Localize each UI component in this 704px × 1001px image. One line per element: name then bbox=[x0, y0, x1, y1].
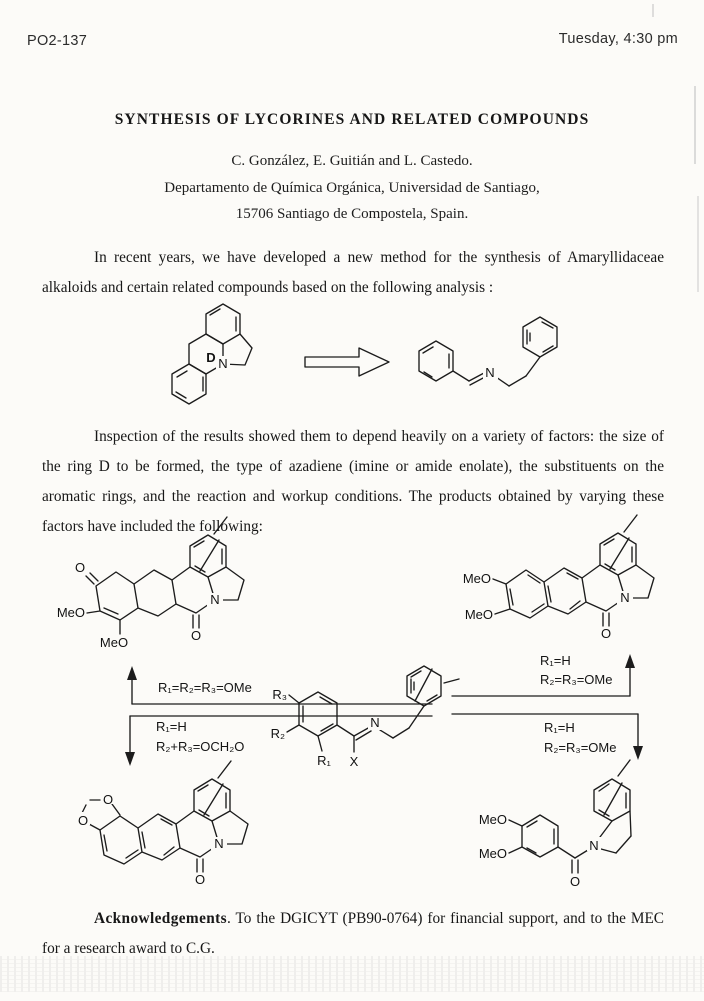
arrow-down-right-label-2: R₂=R₃=OMe bbox=[544, 740, 617, 755]
substituent-label-r3: R₃ bbox=[272, 687, 287, 702]
structure-product-bottom-left bbox=[54, 758, 294, 908]
atom-label-n: N bbox=[485, 365, 495, 380]
atom-label-amide-o: O bbox=[194, 872, 206, 887]
structure-lycorine-target bbox=[122, 298, 297, 416]
atom-label-n: N bbox=[370, 715, 380, 730]
arrow-down-right-label-1: R₁=H bbox=[544, 720, 575, 735]
atom-label-n: N bbox=[218, 356, 228, 371]
atom-label-n: N bbox=[589, 838, 599, 853]
atom-label-n: N bbox=[620, 590, 630, 605]
atom-label-n: N bbox=[210, 592, 220, 607]
scan-streak bbox=[694, 86, 696, 164]
atom-label-meo-top: MeO bbox=[478, 812, 507, 827]
atom-label-meo-top: MeO bbox=[462, 571, 491, 586]
arrow-up-right-label-1: R₁=H bbox=[540, 653, 571, 668]
atom-label-meo-left: MeO bbox=[56, 605, 85, 620]
bond-lines bbox=[81, 761, 248, 872]
bond-lines bbox=[509, 760, 631, 873]
scan-streak bbox=[697, 196, 699, 292]
retrosynthesis-arrow-icon bbox=[303, 345, 393, 379]
atom-label-amide-o: O bbox=[600, 626, 612, 641]
ring-d-label: D bbox=[206, 350, 216, 365]
paper-title: SYNTHESIS OF LYCORINES AND RELATED COMPOUNDS bbox=[114, 111, 590, 128]
atom-label-ketone-o: O bbox=[569, 874, 581, 889]
substituent-label-x: X bbox=[349, 754, 359, 769]
substituent-label-r1: R₁ bbox=[317, 753, 331, 768]
substituent-label-r2: R₂ bbox=[270, 726, 285, 741]
session-time: Tuesday, 4:30 pm bbox=[558, 31, 678, 47]
atom-label-n: N bbox=[214, 836, 224, 851]
atom-label-meo-bottom: MeO bbox=[99, 635, 129, 650]
scan-streak bbox=[652, 4, 654, 17]
arrow-up-right-label-2: R₂=R₃=OMe bbox=[540, 672, 613, 687]
atom-label-meo-bottom: MeO bbox=[464, 607, 493, 622]
intro-paragraph: In recent years, we have developed a new method for the synthesis of Amaryllidaceae alkaloids and certain related compounds based on the following analysis : bbox=[42, 249, 664, 296]
arrow-down-left-label-1: R₁=H bbox=[156, 719, 187, 734]
poster-code: PO2-137 bbox=[27, 33, 88, 49]
scan-noise-band bbox=[0, 956, 704, 992]
acknowledgements-paragraph bbox=[42, 904, 664, 964]
arrow-down-left-label-2: R₂+R₃=OCH₂O bbox=[156, 739, 245, 754]
affiliation-line: Departamento de Química Orgánica, Universidad de Santiago, bbox=[164, 180, 540, 196]
structure-imine-aryne-precursor bbox=[406, 299, 611, 417]
authors-line: C. González, E. Guitián and L. Castedo. bbox=[231, 153, 473, 169]
atom-label-ketone-o: O bbox=[74, 560, 86, 575]
acknowledgements-text: . To the DGICYT (PB90-0764) for financial support, and to the MEC for a research award to C.G. bbox=[42, 910, 664, 957]
affiliation-city-line: 15706 Santiago de Compostela, Spain. bbox=[235, 206, 469, 222]
atom-label-amide-o: O bbox=[190, 628, 202, 643]
factors-paragraph: Inspection of the results showed them to depend heavily on a variety of factors: the size of the ring D to be formed, the type of azadiene (imine or amide enolate), the substituents on the aromatic rings, and the reaction and workup conditions. The products obtained by varying these factors have included the following: bbox=[42, 428, 664, 535]
arrow-up-left-label: R₁=R₂=R₃=OMe bbox=[158, 680, 252, 695]
structure-product-bottom-right bbox=[480, 756, 704, 906]
structure-product-top-left bbox=[50, 514, 290, 664]
structure-product-top-right bbox=[460, 512, 700, 662]
acknowledgements-lead: Acknowledgements bbox=[94, 910, 228, 927]
atom-label-dioxole-o-top: O bbox=[102, 792, 114, 807]
atom-label-dioxole-o-left: O bbox=[77, 813, 89, 828]
bond-lines bbox=[86, 517, 244, 634]
bond-lines bbox=[493, 515, 654, 626]
atom-label-meo-bottom: MeO bbox=[478, 846, 507, 861]
